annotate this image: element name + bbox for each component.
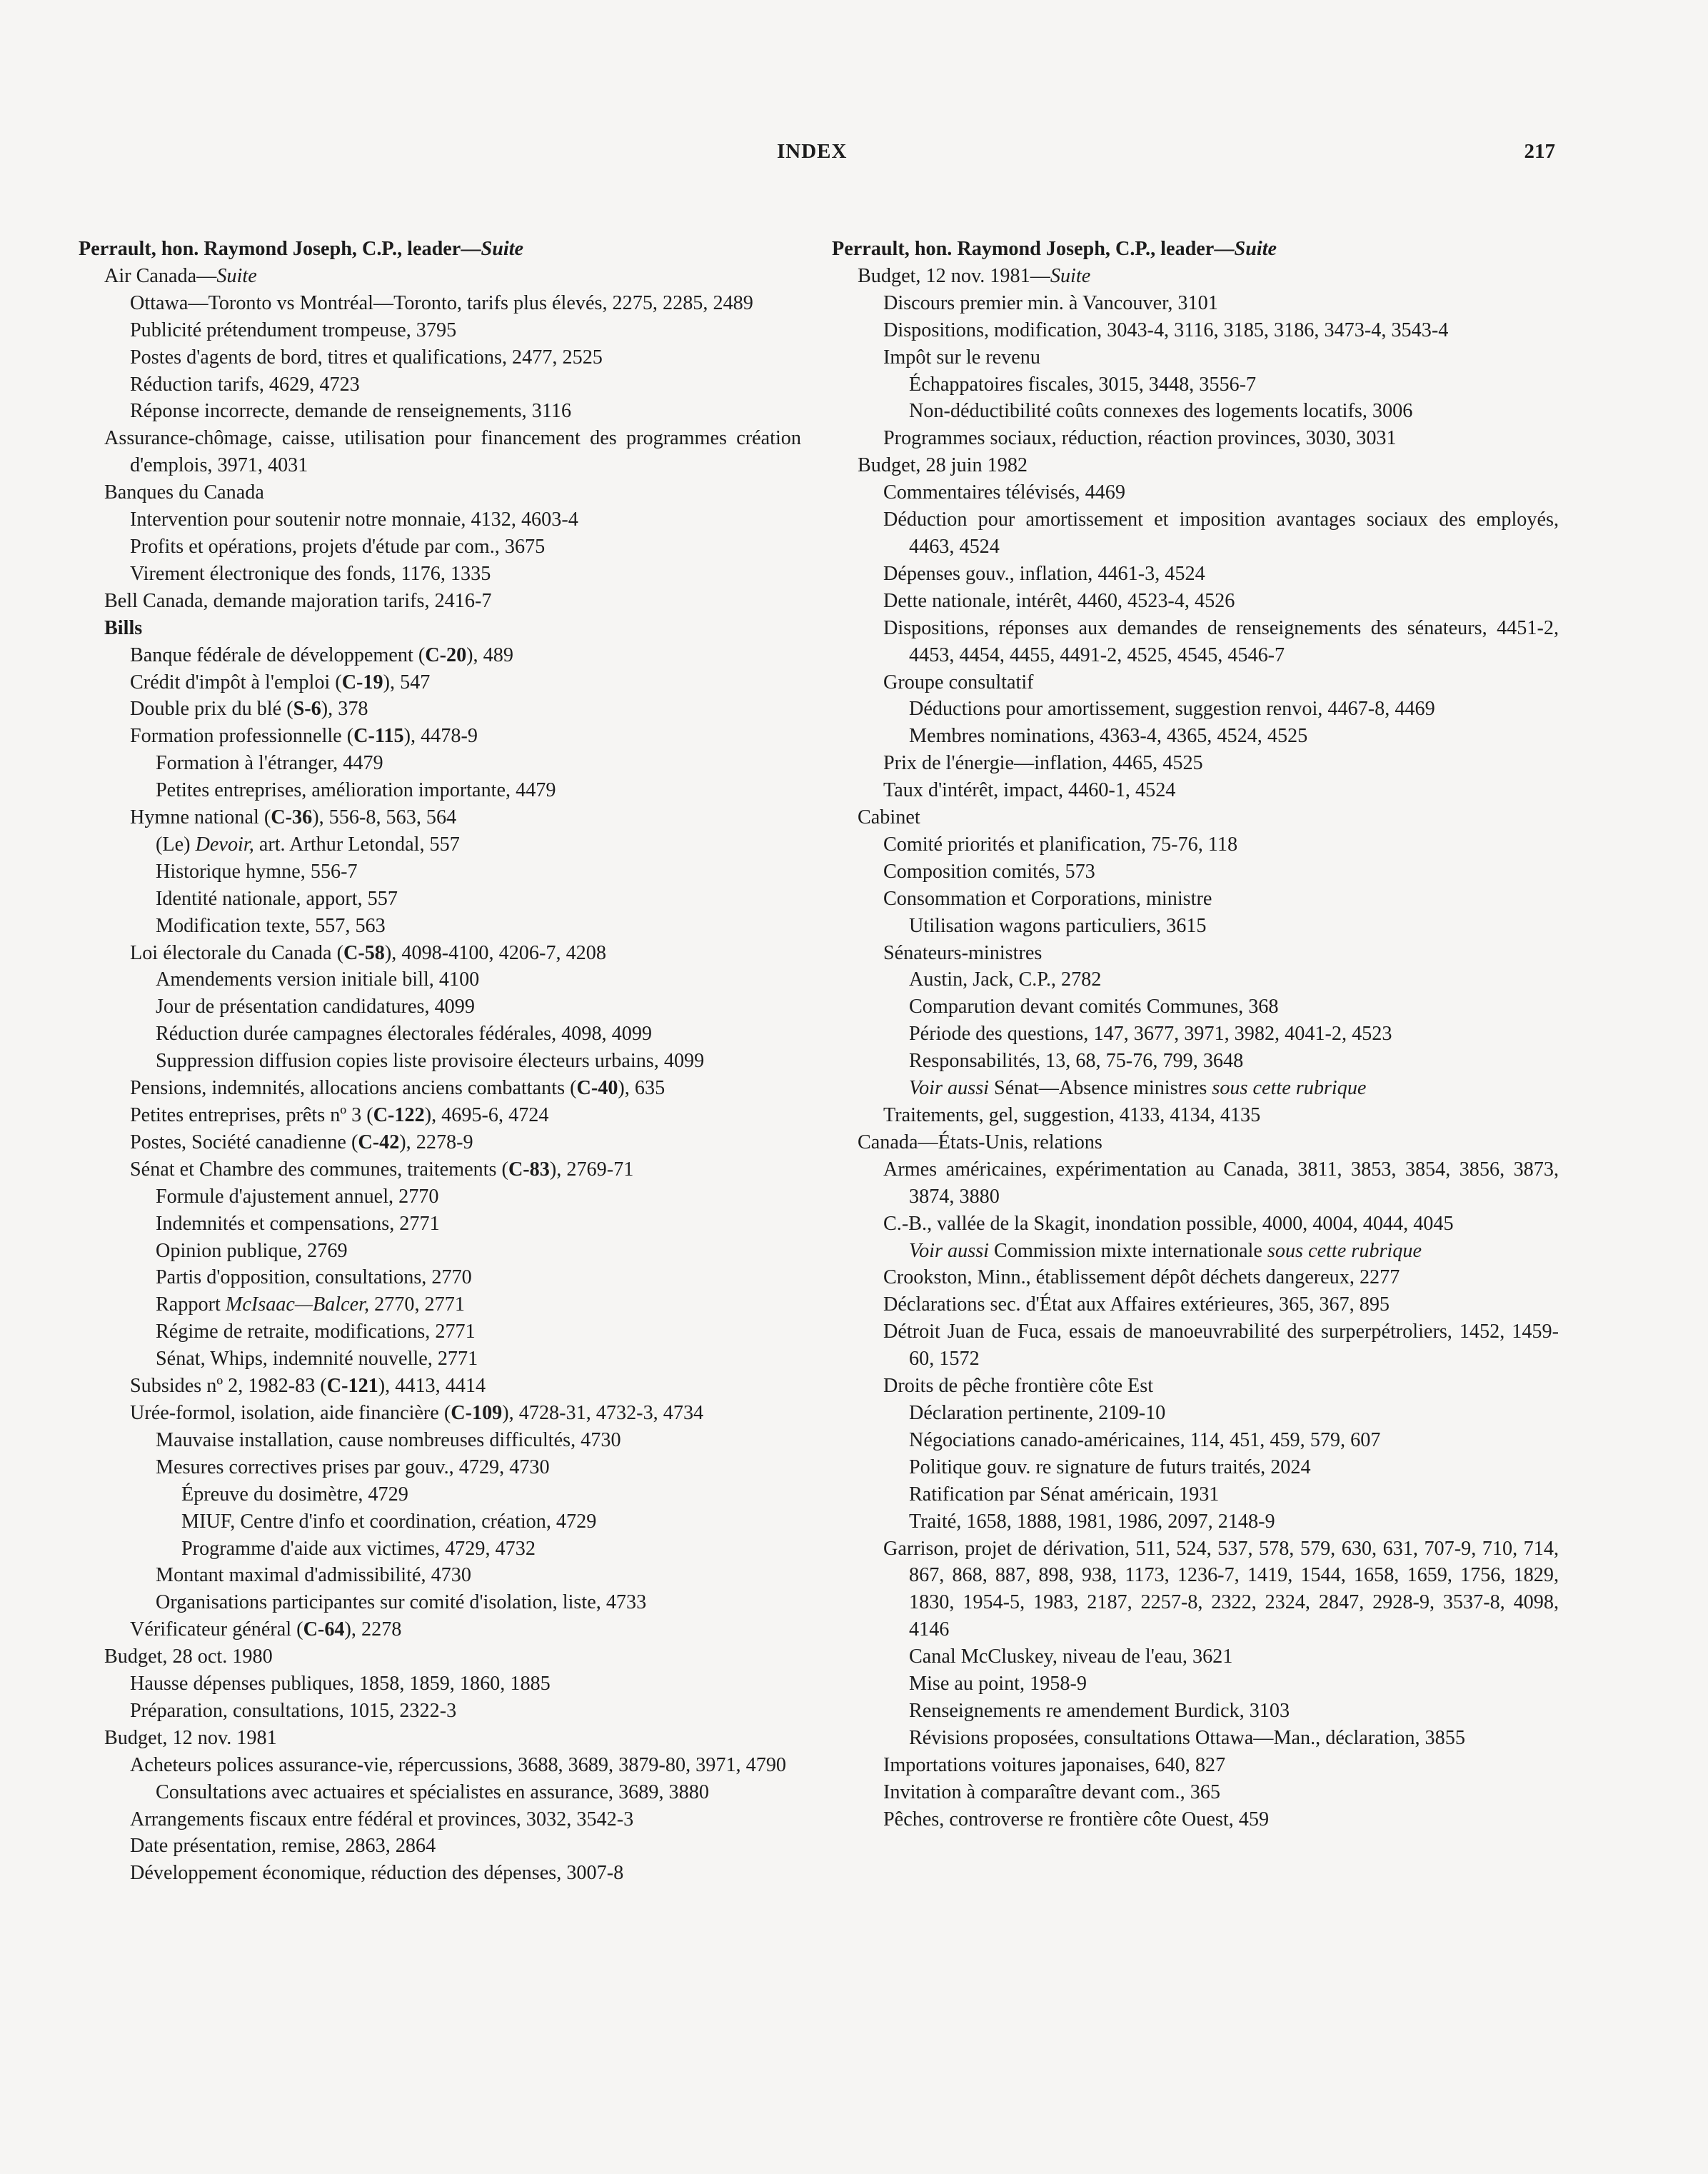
index-entry <box>79 1725 801 1752</box>
index-entry <box>832 398 1559 425</box>
index-entry <box>79 940 801 967</box>
entry-text-segment: Réponse incorrecte, demande de renseignements, 3116 <box>130 400 572 423</box>
entry-text-segment: C-42 <box>358 1131 400 1153</box>
index-entry <box>79 858 801 886</box>
index-entry <box>832 1211 1559 1238</box>
index-entry <box>832 1021 1559 1048</box>
entry-text-segment: Formule d'ajustement annuel, 2770 <box>156 1185 439 1208</box>
entry-text-segment: Virement électronique des fonds, 1176, 1335 <box>130 562 491 585</box>
entry-text-segment: Postes d'agents de bord, titres et qualifications, 2477, 2525 <box>130 346 603 369</box>
index-entry <box>79 750 801 777</box>
entry-text-segment: Indemnités et compensations, 2771 <box>156 1212 440 1235</box>
index-entry <box>832 1291 1559 1318</box>
index-entry <box>832 344 1559 371</box>
index-entry <box>832 831 1559 858</box>
entry-text-segment: Postes, Société canadienne ( <box>130 1131 358 1153</box>
entry-text-segment: Droits de pêche frontière côte Est <box>883 1375 1154 1398</box>
entry-text-segment: Arrangements fiscaux entre fédéral et provinces, 3032, 3542-3 <box>130 1808 634 1830</box>
entry-text-segment: Non-déductibilité coûts connexes des logements locatifs, 3006 <box>909 400 1413 423</box>
index-entry <box>79 1291 801 1318</box>
entry-text-segment: Période des questions, 147, 3677, 3971, 3982, 4041-2, 4523 <box>909 1023 1392 1046</box>
entry-text-segment: Utilisation wagons particuliers, 3615 <box>909 914 1207 937</box>
index-entry <box>79 1048 801 1075</box>
index-entry <box>832 588 1559 615</box>
entry-text-segment: Hymne national ( <box>130 806 271 829</box>
entry-text-segment: ), 556-8, 563, 564 <box>312 806 457 829</box>
index-entry <box>832 723 1559 750</box>
running-head <box>0 140 1708 171</box>
entry-text-segment: C-36 <box>271 806 313 829</box>
entry-text-segment: Acheteurs polices assurance-vie, répercussions, 3688, 3689, 3879-80, 3971, 4790 <box>130 1753 787 1776</box>
index-entry <box>832 317 1559 344</box>
index-entry <box>832 1454 1559 1481</box>
entry-text-segment: Sénat, Whips, indemnité nouvelle, 2771 <box>156 1348 478 1371</box>
entry-text-segment: ), 2769-71 <box>549 1158 634 1181</box>
index-entry <box>79 1102 801 1129</box>
entry-text-segment: ), 378 <box>321 698 368 721</box>
index-entry <box>832 371 1559 399</box>
index-entry <box>79 1698 801 1725</box>
index-entry <box>832 1156 1559 1211</box>
entry-text-segment: Pêches, controverse re frontière côte Ouest, 459 <box>883 1808 1270 1830</box>
entry-text-segment: Déclarations sec. d'État aux Affaires extérieures, 365, 367, 895 <box>883 1293 1390 1316</box>
index-entry <box>832 1373 1559 1400</box>
entry-text-segment: Responsabilités, 13, 68, 75-76, 799, 3648 <box>909 1050 1244 1073</box>
entry-text-segment: ), 2278 <box>344 1618 402 1641</box>
entry-text-segment: Consommation et Corporations, ministre <box>883 887 1212 910</box>
entry-text-segment: Suite <box>1050 264 1091 287</box>
entry-text-segment: Ratification par Sénat américain, 1931 <box>909 1483 1220 1506</box>
entry-text-segment: Air Canada— <box>104 264 217 287</box>
index-entry <box>832 425 1559 452</box>
entry-text-segment: Suite <box>1234 238 1277 260</box>
entry-text-segment: Hausse dépenses publiques, 1858, 1859, 1860, 1885 <box>130 1673 551 1695</box>
index-entry <box>832 1698 1559 1725</box>
entry-text-segment: Assurance-chômage, caisse, utilisation pour financement des programmes création d'emplois, 3971, 4031 <box>104 427 801 477</box>
entry-text-segment: Impôt sur le revenu <box>883 346 1040 369</box>
entry-text-segment: Comité priorités et planification, 75-76, 118 <box>883 833 1238 856</box>
entry-text-segment: ), 635 <box>618 1077 665 1100</box>
entry-text-segment: Budget, 28 oct. 1980 <box>104 1645 273 1668</box>
index-heading <box>832 236 1559 263</box>
entry-text-segment: Épreuve du dosimètre, 4729 <box>181 1483 408 1506</box>
entry-text-segment: C-58 <box>343 941 385 964</box>
index-entry <box>832 966 1559 993</box>
entry-text-segment: Mesures correctives prises par gouv., 4729, 4730 <box>156 1456 550 1478</box>
entry-text-segment: Détroit Juan de Fuca, essais de manoeuvrabilité des surperpétroliers, 1452, 1459-60, 1572 <box>883 1321 1559 1371</box>
index-entry <box>79 1779 801 1806</box>
entry-text-segment: Voir aussi <box>909 1239 989 1262</box>
index-entry <box>79 506 801 534</box>
index-entry <box>79 1129 801 1156</box>
index-entry <box>79 425 801 479</box>
index-entry <box>79 1373 801 1400</box>
index-entry <box>832 696 1559 723</box>
index-entry <box>832 669 1559 696</box>
index-entry <box>79 993 801 1021</box>
entry-text-segment: Garrison, projet de dérivation, 511, 524, 537, 578, 579, 630, 631, 707-9, 710, 714, 867, 868, 887, 898, 938, 1173, 1236-7, 1419, 1544, 1658, 1659, 1756, 1829, 1830, 1954-5, 1983, 2187, 2257-8, 2322, 2324, 2847, 2928-9, 3537-8, 4098, 4146 <box>883 1537 1559 1641</box>
entry-text-segment: Petites entreprises, amélioration importante, 4479 <box>156 779 556 802</box>
index-entry <box>79 1860 801 1887</box>
index-entry <box>832 561 1559 588</box>
entry-text-segment: Réduction durée campagnes électorales fédérales, 4098, 4099 <box>156 1023 653 1046</box>
entry-text-segment: McIsaac—Balcer, <box>225 1293 370 1316</box>
entry-text-segment: Urée-formol, isolation, aide financière ( <box>130 1401 451 1424</box>
entry-text-segment: ), 4695-6, 4724 <box>424 1104 549 1126</box>
entry-text-segment: C-115 <box>353 725 404 748</box>
entry-text-segment: Sénateurs-ministres <box>883 941 1043 964</box>
entry-text-segment: C.-B., vallée de la Skagit, inondation possible, 4000, 4004, 4044, 4045 <box>883 1212 1454 1235</box>
entry-text-segment: ), 4478-9 <box>403 725 478 748</box>
entry-text-segment: sous cette rubrique <box>1267 1239 1422 1262</box>
index-entry <box>79 1616 801 1643</box>
entry-text-segment: Dépenses gouv., inflation, 4461-3, 4524 <box>883 562 1205 585</box>
index-entry <box>79 831 801 858</box>
entry-text-segment: Dispositions, réponses aux demandes de renseignements des sénateurs, 4451-2, 4453, 4454, 4455, 4491-2, 4525, 4545, 4546-7 <box>883 616 1559 666</box>
index-entry <box>79 1508 801 1536</box>
index-entry <box>79 1264 801 1291</box>
index-entry <box>79 669 801 696</box>
page-number: 217 <box>1524 140 1555 163</box>
index-entry <box>79 1400 801 1427</box>
entry-text-segment: Voir aussi <box>909 1077 989 1100</box>
index-heading <box>79 236 801 263</box>
entry-text-segment: Canada—États-Unis, relations <box>858 1131 1102 1153</box>
index-entry <box>832 1670 1559 1698</box>
entry-text-segment: (Le) <box>156 833 196 856</box>
index-entry <box>832 263 1559 290</box>
entry-text-segment: Déductions pour amortissement, suggestion renvoi, 4467-8, 4469 <box>909 698 1435 721</box>
index-entry <box>832 1238 1559 1265</box>
page-header-title: INDEX <box>777 140 848 163</box>
entry-text-segment: ), 4728-31, 4732-3, 4734 <box>502 1401 704 1424</box>
entry-text-segment: Commission mixte internationale <box>989 1239 1267 1262</box>
index-entry <box>832 1318 1559 1373</box>
index-entry <box>79 777 801 804</box>
index-entry <box>832 452 1559 479</box>
entry-text-segment: Budget, 12 nov. 1981 <box>104 1726 277 1749</box>
index-entry <box>79 1752 801 1779</box>
entry-text-segment: Composition comités, 573 <box>883 860 1095 883</box>
entry-text-segment: Publicité prétendument trompeuse, 3795 <box>130 319 457 341</box>
index-entry <box>79 479 801 506</box>
entry-text-segment: Devoir, <box>195 833 254 856</box>
index-entry <box>832 1643 1559 1670</box>
entry-text-segment: Formation à l'étranger, 4479 <box>156 752 383 775</box>
entry-text-segment: Échappatoires fiscales, 3015, 3448, 3556-7 <box>909 373 1257 396</box>
entry-text-segment: ), 4098-4100, 4206-7, 4208 <box>384 941 606 964</box>
entry-text-segment: Crookston, Minn., établissement dépôt déchets dangereux, 2277 <box>883 1266 1400 1289</box>
index-entry <box>79 1427 801 1454</box>
index-entry <box>79 886 801 913</box>
index-entry <box>832 479 1559 506</box>
index-entry <box>79 1536 801 1563</box>
index-entry <box>79 1833 801 1860</box>
entry-text-segment: ), 4413, 4414 <box>378 1375 486 1398</box>
index-entry <box>79 371 801 399</box>
index-entry <box>79 290 801 317</box>
entry-text-segment: C-19 <box>341 671 383 693</box>
entry-text-segment: Régime de retraite, modifications, 2771 <box>156 1321 476 1343</box>
index-entry <box>832 858 1559 886</box>
index-entry <box>832 1725 1559 1752</box>
entry-text-segment: Sénat—Absence ministres <box>989 1077 1212 1100</box>
entry-text-segment: Comparution devant comités Communes, 368 <box>909 996 1279 1018</box>
entry-text-segment: Identité nationale, apport, 557 <box>156 887 398 910</box>
entry-text-segment: Taux d'intérêt, impact, 4460-1, 4524 <box>883 779 1176 802</box>
entry-text-segment: Traité, 1658, 1888, 1981, 1986, 2097, 2148-9 <box>909 1510 1275 1533</box>
index-entry <box>832 940 1559 967</box>
entry-text-segment: Organisations participantes sur comité d'isolation, liste, 4733 <box>156 1591 647 1614</box>
entry-text-segment: Formation professionnelle ( <box>130 725 354 748</box>
entry-text-segment: Commentaires télévisés, 4469 <box>883 481 1125 504</box>
entry-text-segment: C-109 <box>451 1401 503 1424</box>
entry-text-segment: Banque fédérale de développement ( <box>130 643 426 666</box>
entry-text-segment: Dette nationale, intérêt, 4460, 4523-4, 4526 <box>883 589 1235 612</box>
entry-text-segment: Négociations canado-américaines, 114, 451, 459, 579, 607 <box>909 1428 1381 1451</box>
entry-text-segment: Date présentation, remise, 2863, 2864 <box>130 1835 436 1858</box>
index-entry <box>832 1400 1559 1427</box>
index-entry <box>832 1752 1559 1779</box>
index-entry <box>79 1454 801 1481</box>
index-entry <box>832 1536 1559 1644</box>
entry-text-segment: Petites entreprises, prêts nº 3 ( <box>130 1104 373 1126</box>
index-entry <box>79 1183 801 1211</box>
index-entry <box>832 750 1559 777</box>
entry-text-segment: Vérificateur général ( <box>130 1618 303 1641</box>
entry-text-segment: Bills <box>104 616 143 639</box>
entry-text-segment: Déclaration pertinente, 2109-10 <box>909 1401 1166 1424</box>
index-entry <box>79 642 801 669</box>
index-entry <box>832 1427 1559 1454</box>
entry-text-segment: Partis d'opposition, consultations, 2770 <box>156 1266 472 1289</box>
entry-text-segment: Amendements version initiale bill, 4100 <box>156 968 480 991</box>
entry-text-segment: Banques du Canada <box>104 481 264 504</box>
index-entry <box>79 1806 801 1833</box>
entry-text-segment: Montant maximal d'admissibilité, 4730 <box>156 1564 471 1587</box>
entry-text-segment: Perrault, hon. Raymond Joseph, C.P., leader— <box>832 238 1235 260</box>
entry-text-segment: Suppression diffusion copies liste provisoire électeurs urbains, 4099 <box>156 1050 705 1073</box>
index-entry <box>79 398 801 425</box>
index-entry <box>832 1264 1559 1291</box>
entry-text-segment: ), 2278-9 <box>399 1131 473 1153</box>
index-entry <box>79 696 801 723</box>
index-entry <box>79 561 801 588</box>
entry-text-segment: Réduction tarifs, 4629, 4723 <box>130 373 360 396</box>
index-entry <box>79 1589 801 1616</box>
index-entry <box>79 804 801 831</box>
entry-text-segment: Ottawa—Toronto vs Montréal—Toronto, tarifs plus élevés, 2275, 2285, 2489 <box>130 291 753 314</box>
entry-text-segment: Mise au point, 1958-9 <box>909 1673 1087 1695</box>
entry-text-segment: Pensions, indemnités, allocations anciens combattants ( <box>130 1077 577 1100</box>
entry-text-segment: C-121 <box>326 1375 378 1398</box>
entry-text-segment: Traitements, gel, suggestion, 4133, 4134, 4135 <box>883 1104 1261 1126</box>
index-entry <box>79 1481 801 1508</box>
entry-text-segment: C-83 <box>508 1158 550 1181</box>
entry-text-segment: sous cette rubrique <box>1212 1077 1367 1100</box>
entry-text-segment: Profits et opérations, projets d'étude par com., 3675 <box>130 535 546 558</box>
entry-text-segment: C-40 <box>576 1077 618 1100</box>
entry-text-segment: Perrault, hon. Raymond Joseph, C.P., leader— <box>79 238 481 260</box>
index-entry <box>79 913 801 940</box>
entry-text-segment: Double prix du blé ( <box>130 698 293 721</box>
index-entry <box>832 290 1559 317</box>
index-column-right <box>832 236 1559 1833</box>
index-entry <box>832 913 1559 940</box>
entry-text-segment: Crédit d'impôt à l'emploi ( <box>130 671 342 693</box>
entry-text-segment: C-122 <box>373 1104 425 1126</box>
entry-text-segment: Programmes sociaux, réduction, réaction provinces, 3030, 3031 <box>883 427 1397 450</box>
entry-text-segment: Importations voitures japonaises, 640, 827 <box>883 1753 1226 1776</box>
entry-text-segment: Consultations avec actuaires et spécialistes en assurance, 3689, 3880 <box>156 1780 709 1803</box>
index-entry <box>79 344 801 371</box>
index-entry <box>832 1048 1559 1075</box>
entry-text-segment: Budget, 28 juin 1982 <box>858 454 1028 477</box>
entry-text-segment: Membres nominations, 4363-4, 4365, 4524, 4525 <box>909 725 1308 748</box>
entry-text-segment: Groupe consultatif <box>883 671 1034 693</box>
index-column-left <box>79 236 801 1887</box>
entry-text-segment: Préparation, consultations, 1015, 2322-3 <box>130 1699 457 1722</box>
entry-text-segment: S-6 <box>293 698 321 721</box>
entry-text-segment: Loi électorale du Canada ( <box>130 941 343 964</box>
entry-text-segment: Jour de présentation candidatures, 4099 <box>156 996 475 1018</box>
entry-text-segment: Canal McCluskey, niveau de l'eau, 3621 <box>909 1645 1233 1668</box>
entry-text-segment: Armes américaines, expérimentation au Canada, 3811, 3853, 3854, 3856, 3873, 3874, 3880 <box>883 1158 1559 1208</box>
index-entry <box>79 966 801 993</box>
entry-text-segment: Dispositions, modification, 3043-4, 3116, 3185, 3186, 3473-4, 3543-4 <box>883 319 1449 341</box>
index-entry <box>79 1021 801 1048</box>
entry-text-segment: Révisions proposées, consultations Ottawa—Man., déclaration, 3855 <box>909 1726 1465 1749</box>
entry-text-segment: Budget, 12 nov. 1981— <box>858 264 1050 287</box>
index-entry <box>79 723 801 750</box>
index-entry <box>832 506 1559 561</box>
index-entry <box>79 1643 801 1670</box>
index-entry <box>832 1102 1559 1129</box>
index-entry <box>79 317 801 344</box>
entry-text-segment: Suite <box>216 264 257 287</box>
entry-text-segment: Historique hymne, 556-7 <box>156 860 358 883</box>
entry-text-segment: Suite <box>481 238 524 260</box>
index-entry <box>832 777 1559 804</box>
entry-text-segment: 2770, 2771 <box>369 1293 465 1316</box>
entry-text-segment: MIUF, Centre d'info et coordination, création, 4729 <box>181 1510 597 1533</box>
index-entry <box>832 886 1559 913</box>
index-entry <box>79 615 801 642</box>
entry-text-segment: Intervention pour soutenir notre monnaie, 4132, 4603-4 <box>130 509 578 531</box>
index-entry <box>79 1318 801 1346</box>
index-entry <box>79 1211 801 1238</box>
entry-text-segment: Cabinet <box>858 806 920 829</box>
index-entry <box>832 1508 1559 1536</box>
index-entry <box>79 1670 801 1698</box>
index-entry <box>79 588 801 615</box>
index-entry <box>832 804 1559 831</box>
index-entry <box>832 1075 1559 1102</box>
index-entry <box>832 615 1559 669</box>
index-entry <box>79 1562 801 1589</box>
entry-text-segment: ), 547 <box>383 671 431 693</box>
entry-text-segment: Bell Canada, demande majoration tarifs, 2416-7 <box>104 589 492 612</box>
index-entry <box>79 1346 801 1373</box>
entry-text-segment: Politique gouv. re signature de futurs traités, 2024 <box>909 1456 1311 1478</box>
entry-text-segment: Programme d'aide aux victimes, 4729, 4732 <box>181 1537 536 1560</box>
entry-text-segment: art. Arthur Letondal, 557 <box>253 833 460 856</box>
entry-text-segment: C-64 <box>303 1618 345 1641</box>
entry-text-segment: Subsides nº 2, 1982-83 ( <box>130 1375 327 1398</box>
entry-text-segment: Développement économique, réduction des dépenses, 3007-8 <box>130 1862 624 1885</box>
index-entry <box>832 1779 1559 1806</box>
entry-text-segment: Renseignements re amendement Burdick, 3103 <box>909 1699 1290 1722</box>
entry-text-segment: Déduction pour amortissement et imposition avantages sociaux des employés, 4463, 4524 <box>883 509 1559 558</box>
index-entry <box>79 534 801 561</box>
index-entry <box>79 1238 801 1265</box>
entry-text-segment: C-20 <box>425 643 467 666</box>
index-entry <box>832 993 1559 1021</box>
entry-text-segment: ), 489 <box>466 643 513 666</box>
entry-text-segment: Prix de l'énergie—inflation, 4465, 4525 <box>883 752 1203 775</box>
entry-text-segment: Modification texte, 557, 563 <box>156 914 386 937</box>
entry-text-segment: Austin, Jack, C.P., 2782 <box>909 968 1102 991</box>
entry-text-segment: Rapport <box>156 1293 226 1316</box>
index-entry <box>79 1075 801 1102</box>
index-entry <box>832 1129 1559 1156</box>
index-entry <box>79 263 801 290</box>
index-entry <box>79 1156 801 1183</box>
entry-text-segment: Discours premier min. à Vancouver, 3101 <box>883 291 1218 314</box>
entry-text-segment: Mauvaise installation, cause nombreuses difficultés, 4730 <box>156 1428 621 1451</box>
index-entry <box>832 1806 1559 1833</box>
index-entry <box>832 1481 1559 1508</box>
entry-text-segment: Sénat et Chambre des communes, traitements ( <box>130 1158 508 1181</box>
entry-text-segment: Opinion publique, 2769 <box>156 1239 348 1262</box>
entry-text-segment: Invitation à comparaître devant com., 365 <box>883 1780 1220 1803</box>
